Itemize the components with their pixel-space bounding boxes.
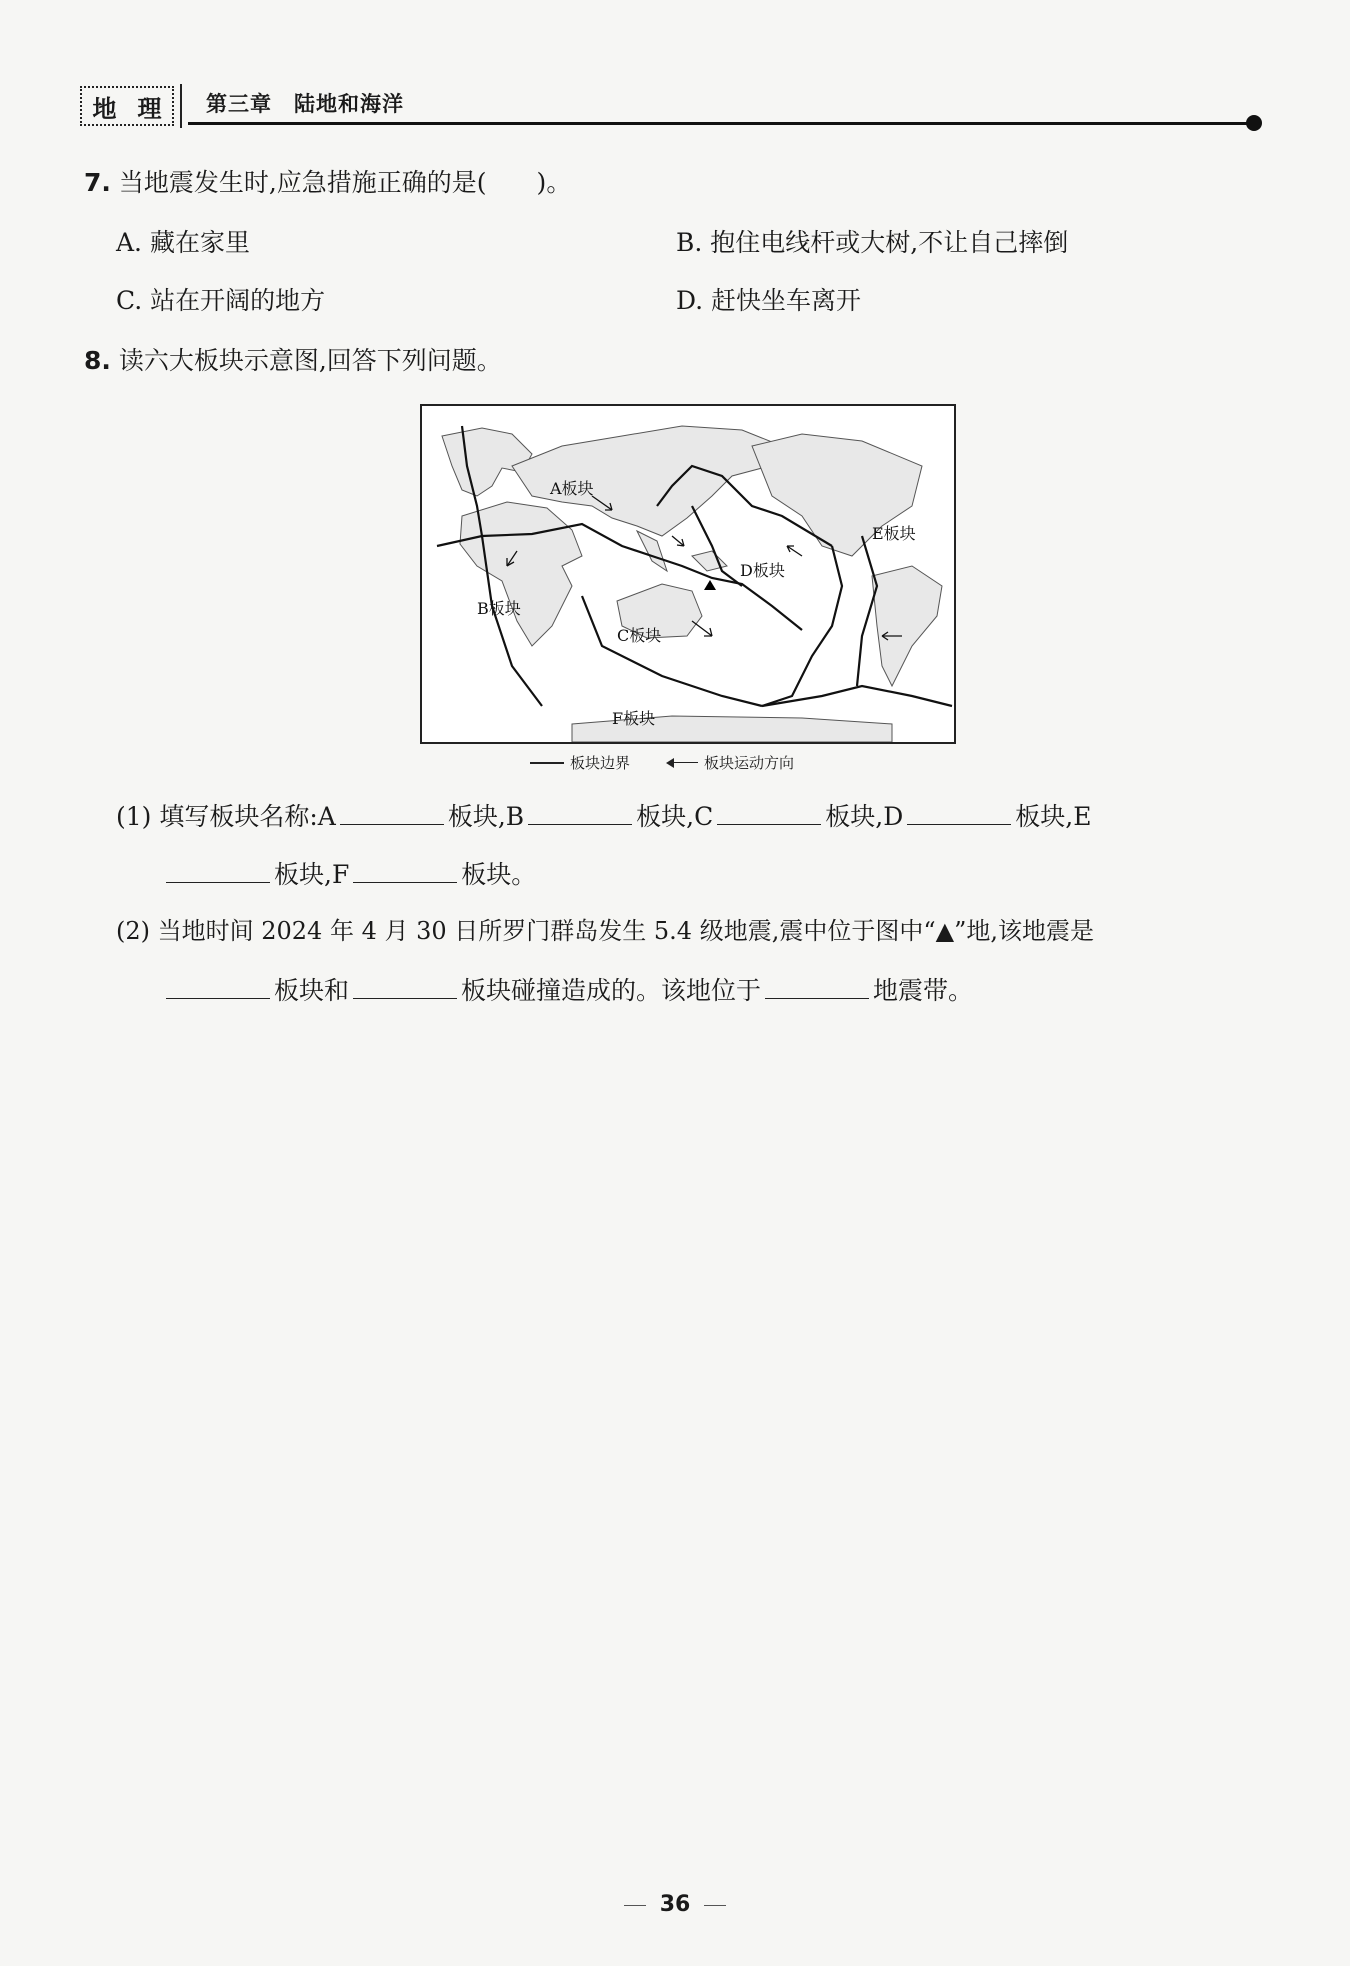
plate-map-svg xyxy=(422,406,954,742)
q8-part1-seg1: 板块,B xyxy=(447,802,525,831)
page-dash-left xyxy=(624,1905,646,1906)
subject-badge xyxy=(80,86,174,126)
question-7-option-a: A. 藏在家里 xyxy=(116,228,250,257)
blank-seismic-belt[interactable] xyxy=(765,972,869,999)
arrow-c xyxy=(692,621,712,636)
q8-part2-seg-c: 地震带。 xyxy=(873,976,974,1005)
chapter-title: 陆地和海洋 xyxy=(294,92,404,116)
question-7-text: 当地震发生时,应急措施正确的是( )。 xyxy=(118,168,572,197)
label-plate-b: B板块 xyxy=(477,599,521,618)
south-america-landmass xyxy=(872,566,942,686)
header-separator xyxy=(180,84,182,128)
question-8-number: 8. xyxy=(84,346,111,375)
q8-part1-seg4: 板块,E xyxy=(1015,802,1092,831)
arrow-d2 xyxy=(672,536,684,546)
q8-part2-seg-a: 板块和 xyxy=(274,976,350,1005)
epicenter-triangle xyxy=(704,580,716,590)
legend-direction-label: 板块运动方向 xyxy=(704,754,795,772)
blank-a[interactable] xyxy=(340,798,444,825)
q8-part1-seg3: 板块,D xyxy=(825,802,904,831)
q8-part2-line2 xyxy=(166,972,973,1008)
subject-char-2: 理 xyxy=(137,94,162,123)
india-landmass xyxy=(637,531,667,571)
map-legend xyxy=(530,752,794,773)
q8-part1-seg5: 板块,F xyxy=(274,860,350,889)
q8-part1-line1 xyxy=(116,798,1091,834)
question-8-text: 读六大板块示意图,回答下列问题。 xyxy=(118,346,502,375)
label-plate-e: E板块 xyxy=(872,524,916,543)
legend-direction-arrow xyxy=(666,758,698,768)
header-rule-dot xyxy=(1246,115,1262,131)
header-rule xyxy=(188,122,1254,125)
blank-d[interactable] xyxy=(907,798,1011,825)
subject-char-1: 地 xyxy=(92,94,117,123)
question-7-option-d: D. 赶快坐车离开 xyxy=(676,286,862,315)
q8-part1-prefix: (1) 填写板块名称:A xyxy=(116,802,336,831)
continents xyxy=(442,426,942,742)
label-plate-a: A板块 xyxy=(550,479,594,498)
question-7-option-c: C. 站在开阔的地方 xyxy=(116,286,326,315)
question-7-number: 7. xyxy=(84,168,111,197)
q8-part1-seg2: 板块,C xyxy=(636,802,714,831)
page-number xyxy=(0,1892,1350,1917)
q8-part2-seg-b: 板块碰撞造成的。该地位于 xyxy=(461,976,762,1005)
blank-plate-1[interactable] xyxy=(166,972,270,999)
label-plate-d: D板块 xyxy=(740,561,785,580)
q8-part1-seg6: 板块。 xyxy=(461,860,537,889)
question-7-stem xyxy=(84,166,571,200)
arrow-d xyxy=(787,546,802,556)
blank-c[interactable] xyxy=(717,798,821,825)
blank-f[interactable] xyxy=(353,856,457,883)
label-plate-c: C板块 xyxy=(617,626,662,645)
label-plate-f: F板块 xyxy=(612,709,656,728)
greenland-landmass xyxy=(442,428,532,496)
africa-landmass xyxy=(460,502,582,646)
chapter-number: 第三章 xyxy=(206,92,272,116)
blank-plate-2[interactable] xyxy=(353,972,457,999)
q8-part1-line2 xyxy=(166,856,536,892)
page-dash-right xyxy=(704,1905,726,1906)
chapter-heading xyxy=(206,88,404,118)
legend-boundary-line xyxy=(530,762,564,764)
blank-b[interactable] xyxy=(528,798,632,825)
blank-e[interactable] xyxy=(166,856,270,883)
plate-map xyxy=(420,404,956,744)
question-7-option-b: B. 抱住电线杆或大树,不让自己摔倒 xyxy=(676,228,1069,257)
legend-boundary-label: 板块边界 xyxy=(570,754,631,772)
q8-part2-line1: (2) 当地时间 2024 年 4 月 30 日所罗门群岛发生 5.4 级地震,震中位于图中“▲”地,该地震是 xyxy=(116,917,1094,945)
question-8-stem xyxy=(84,344,502,378)
boundary-south-america-west xyxy=(857,536,877,686)
page-header xyxy=(80,78,1265,130)
page-number-value: 36 xyxy=(659,1892,691,1917)
